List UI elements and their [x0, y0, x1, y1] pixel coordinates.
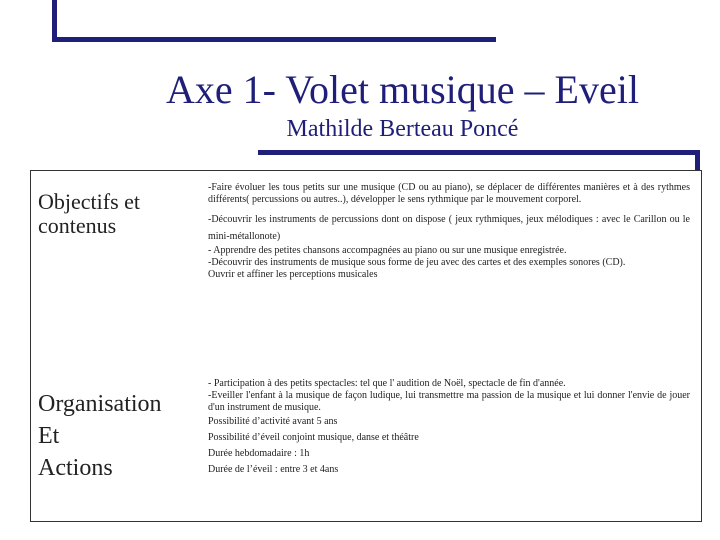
objectifs-text: [208, 182, 690, 281]
decorative-bar-bottom-vertical: [695, 150, 700, 170]
organisation-line: -Eveiller l'enfant à la musique de façon ludique, lui transmettre ma passion de la musique et lui donner l'envie de jouer d'un instrument de musique.: [208, 390, 690, 413]
objectifs-line: -Découvrir des instruments de musique sous forme de jeu avec des cartes et des exemples sonores (CD).: [208, 257, 626, 268]
objectifs-label: Objectifs et contenus: [38, 189, 141, 238]
organisation-label-line: Organisation: [38, 391, 162, 417]
slide-subtitle: Mathilde Berteau Poncé: [286, 116, 519, 142]
decorative-bar-top: [52, 37, 496, 42]
organisation-line: Possibilité d’activité avant 5 ans: [208, 416, 338, 427]
decorative-bar-bottom: [258, 150, 695, 155]
organisation-text: [208, 378, 690, 476]
organisation-label-line: Actions: [38, 455, 113, 481]
organisation-line: Durée hebdomadaire : 1h: [208, 448, 310, 459]
organisation-line: Possibilité d’éveil conjoint musique, danse et théâtre: [208, 432, 419, 443]
decorative-bar-top-vertical: [52, 0, 57, 42]
objectifs-line: -Découvrir les instruments de percussions dont on dispose ( jeux rythmiques, jeux mélodiques : avec le Carillon ou le mini-métallonote): [208, 214, 690, 242]
slide-title: Axe 1- Volet musique – Eveil: [166, 67, 639, 112]
organisation-line: Durée de l’éveil : entre 3 et 4ans: [208, 464, 339, 475]
objectifs-line: -Faire évoluer les tous petits sur une musique (CD ou au piano), se déplacer de différentes manières et à des rythmes différents( percussions ou autres..), développer le sens rythmique par le mouvement corporel.: [208, 182, 690, 205]
organisation-label-line: Et: [38, 423, 60, 449]
organisation-line: - Participation à des petits spectacles: tel que l' audition de Noël, spectacle de fin d'année.: [208, 378, 566, 389]
organisation-label: [38, 388, 198, 484]
objectifs-line: Ouvrir et affiner les perceptions musicales: [208, 269, 378, 280]
objectifs-line: - Apprendre des petites chansons accompagnées au piano ou sur une musique enregistrée.: [208, 245, 567, 256]
